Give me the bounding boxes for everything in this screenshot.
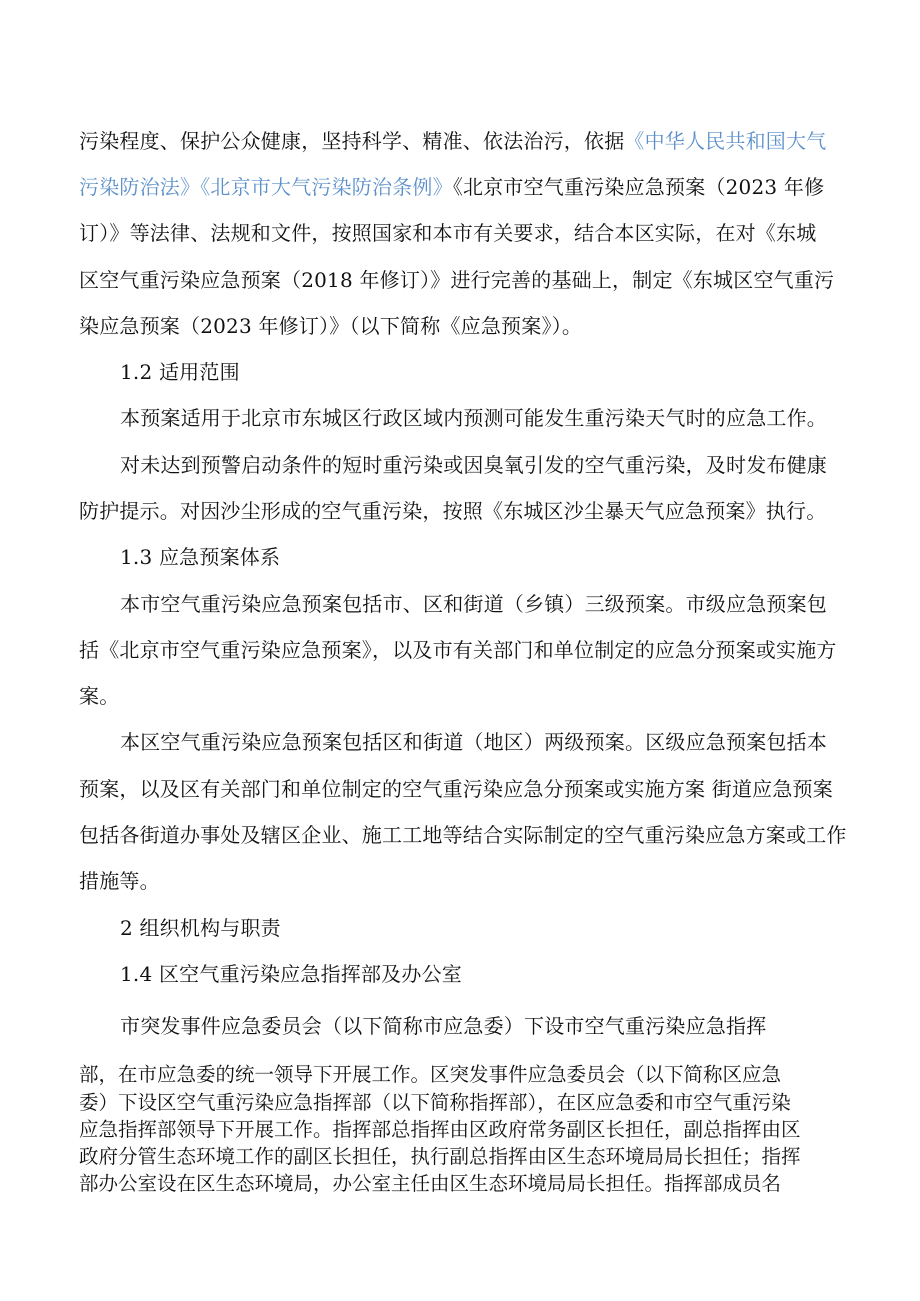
section-heading-2: 2 组织机构与职责 bbox=[120, 916, 281, 940]
law-link-air-pollution-law[interactable]: 《中华人民共和国大气 bbox=[624, 129, 827, 153]
paragraph-1-line-2 bbox=[79, 174, 824, 200]
paragraph-1-line-1 bbox=[79, 128, 826, 154]
paragraph-6-line-2: 部，在市应急委的统一领导下开展工作。区突发事件应急委员会（以下简称区应急 bbox=[79, 1063, 782, 1086]
paragraph-1-line-5: 染应急预案（2023 年修订）》（以下简称《应急预案》）。 bbox=[79, 314, 583, 338]
section-heading-1-3: 1.3 应急预案体系 bbox=[120, 545, 281, 569]
paragraph-6-line-1: 市突发事件应急委员会（以下简称市应急委）下设市空气重污染应急指挥 bbox=[120, 1014, 767, 1038]
paragraph-5-line-2: 预案，以及区有关部门和单位制定的空气重污染应急分预案或实施方案 街道应急预案 bbox=[79, 777, 833, 801]
paragraph-5-line-3: 包括各街道办事处及辖区企业、施工工地等结合实际制定的空气重污染应急方案或工作 bbox=[79, 823, 847, 847]
text: 《北京市空气重污染应急预案（2023 年修 bbox=[452, 175, 825, 199]
paragraph-4-line-1: 本市空气重污染应急预案包括市、区和街道（乡镇）三级预案。市级应急预案包 bbox=[120, 592, 827, 616]
law-link-beijing-regulation[interactable]: 污染防治法》《北京市大气污染防治条例》 bbox=[79, 175, 453, 199]
section-heading-1-4: 1.4 区空气重污染应急指挥部及办公室 bbox=[120, 962, 462, 986]
paragraph-5-line-4: 措施等。 bbox=[79, 869, 160, 893]
paragraph-6-line-3: 委）下设区空气重污染应急指挥部（以下简称指挥部），在区应急委和市空气重污染 bbox=[79, 1091, 791, 1114]
paragraph-3-line-1: 对未达到预警启动条件的短时重污染或因臭氧引发的空气重污染，及时发布健康 bbox=[120, 453, 827, 477]
section-heading-1-2: 1.2 适用范围 bbox=[120, 360, 240, 384]
paragraph-1-line-4: 区空气重污染应急预案（2018 年修订）》进行完善的基础上，制定《东城区空气重污 bbox=[79, 268, 835, 292]
paragraph-5-line-1: 本区空气重污染应急预案包括区和街道（地区）两级预案。区级应急预案包括本 bbox=[120, 730, 827, 754]
paragraph-1-line-3: 订）》等法律、法规和文件，按照国家和本市有关要求，结合本区实际，在对《东城 bbox=[79, 221, 817, 245]
paragraph-6-line-6: 部办公室设在区生态环境局，办公室主任由区生态环境局局长担任。指挥部成员名 bbox=[79, 1172, 782, 1195]
text: 污染程度、保护公众健康，坚持科学、精准、依法治污，依据 bbox=[79, 129, 625, 153]
paragraph-6-line-5: 政府分管生态环境工作的副区长担任，执行副总指挥由区生态环境局局长担任；指挥 bbox=[79, 1145, 801, 1168]
paragraph-3-line-2: 防护提示。对因沙尘形成的空气重污染，按照《东城区沙尘暴天气应急预案》执行。 bbox=[79, 499, 827, 523]
paragraph-4-line-3: 案。 bbox=[79, 684, 120, 708]
paragraph-4-line-2: 括《北京市空气重污染应急预案》，以及市有关部门和单位制定的应急分预案或实施方 bbox=[79, 638, 837, 662]
paragraph-2: 本预案适用于北京市东城区行政区域内预测可能发生重污染天气时的应急工作。 bbox=[120, 406, 827, 430]
paragraph-6-line-4: 应急指挥部领导下开展工作。指挥部总指挥由区政府常务副区长担任，副总指挥由区 bbox=[79, 1118, 801, 1141]
